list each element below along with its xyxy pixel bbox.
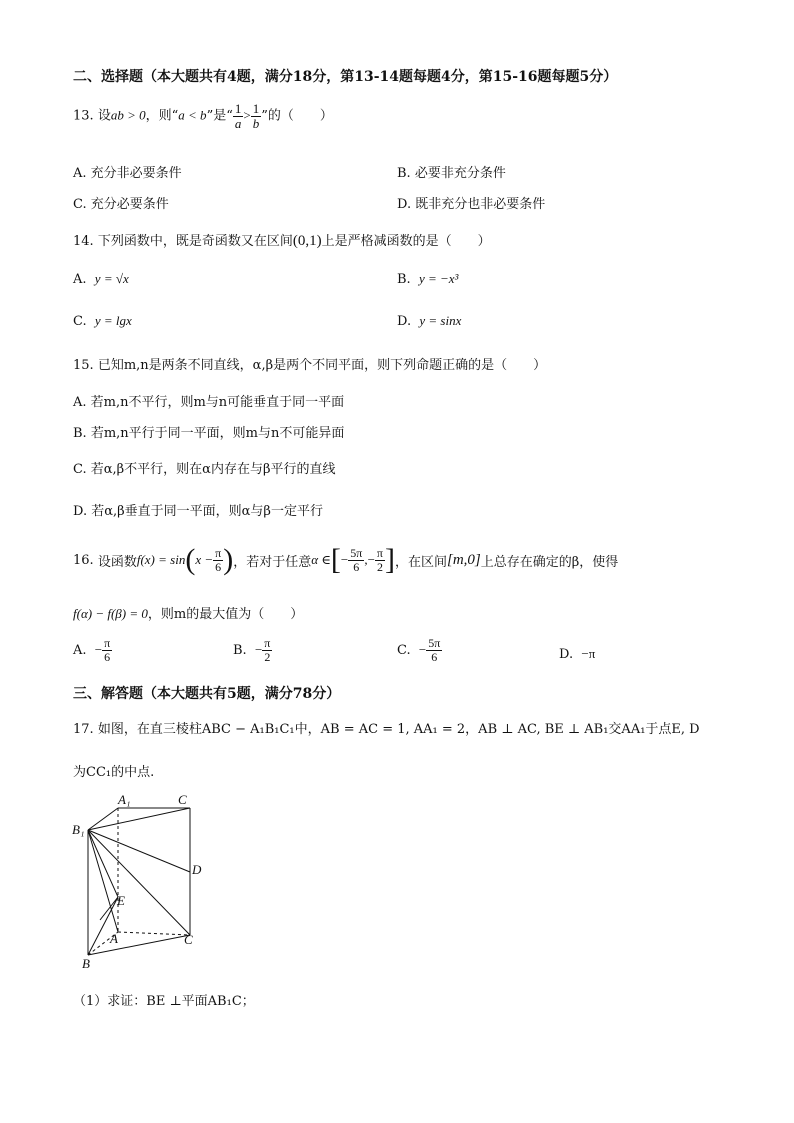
label-c: C xyxy=(184,932,193,947)
gt-sign: > xyxy=(243,107,251,123)
option-d: D. 既非充分也非必要条件 xyxy=(397,197,546,212)
q16-line2: f(α) − f(β) = 0，则m的最大值为（ ） xyxy=(73,606,304,622)
option-d: D. 若α,β垂直于同一平面，则α与β一定平行 xyxy=(73,504,323,519)
question-17: 17. 如图，在直三棱柱ABC − A₁B₁C₁中，AB = AC = 1, AA₁ = 2，AB ⊥ AC, BE ⊥ AB₁交AA₁于点E, D xyxy=(73,722,700,737)
option-a: A. 若m,n不平行，则m与n可能垂直于同一平面 xyxy=(73,395,345,410)
option-b: B. − $\frac{\pi}{2}$ xyxy=(233,636,271,664)
q17-line2: 为CC₁的中点. xyxy=(73,765,155,780)
q14-text: 上是严格减函数的是（ ） xyxy=(321,234,491,249)
option-a: A. − $\frac{\pi}{6}$ xyxy=(73,636,111,664)
label-d: D xyxy=(192,862,202,877)
label-e: E xyxy=(117,893,125,908)
option-c: C. 充分必要条件 xyxy=(73,197,169,212)
option-b: B. y = −x³ xyxy=(397,271,459,287)
option-c: C. 若α,β不平行，则在α内存在与β平行的直线 xyxy=(73,462,336,477)
option-b: B. 必要非充分条件 xyxy=(397,166,506,181)
label-c1: C xyxy=(178,792,187,807)
label-a1: A₁ xyxy=(118,792,131,807)
q13-text: ”是“ xyxy=(206,108,233,124)
q14-text: 下列函数中，既是奇函数又在区间 xyxy=(97,234,293,249)
section-title: 三、解答题（本大题共有5题，满分78分） xyxy=(73,686,341,702)
question-15: 15. 已知m,n是两条不同直线，α,β是两个不同平面，则下列命题正确的是（ ） xyxy=(73,358,547,373)
q13-condition: ab > 0 xyxy=(110,107,146,123)
q13-text: ，则“ xyxy=(145,108,179,124)
option-a: A. 充分非必要条件 xyxy=(73,166,182,181)
section-title: 二、选择题（本大题共有4题，满分18分，第13-14题每题4分，第15-16题每题5分） xyxy=(73,69,618,85)
option-c: C. y = lgx xyxy=(73,313,132,329)
question-13 xyxy=(73,102,333,130)
question-number: 14. xyxy=(73,234,94,249)
prism-diagram xyxy=(70,790,220,975)
label-a: A xyxy=(110,931,118,946)
option-c: C. − $\frac{5\pi}{6}$ xyxy=(397,636,441,664)
question-16: 16. 设函数 f(x) = sin ( x − $\frac{\pi}{6}$ ) ，若对于任意 α ∈ [ − $\frac{5\pi}{6}$ , − $\frac{\pi}{2}$ ] ，在区间 [m,0] 上总存在确定的β，使得 xyxy=(73,543,619,576)
q17-part-1: （1）求证：BE ⊥平面AB₁C； xyxy=(73,994,255,1009)
prism-figure xyxy=(70,790,220,975)
option-d: D. −π xyxy=(559,646,596,662)
question-14 xyxy=(73,230,491,250)
q13-tail: ”的（ ） xyxy=(261,108,333,124)
q13-pre: 设 xyxy=(97,108,111,124)
q13-inequality: a < b xyxy=(178,107,207,123)
option-d: D. y = sinx xyxy=(397,313,462,329)
fraction-1-over-b: $\frac{1}{b}$ xyxy=(252,101,260,131)
fraction-1-over-a: $\frac{1}{a}$ xyxy=(234,101,242,131)
option-a: A. y = √x xyxy=(73,271,129,287)
label-b1: B₁ xyxy=(72,822,85,837)
q14-interval: (0,1) xyxy=(292,233,322,249)
option-b: B. 若m,n平行于同一平面，则m与n不可能异面 xyxy=(73,426,345,441)
label-b: B xyxy=(82,956,90,971)
question-number: 13. xyxy=(73,108,94,124)
